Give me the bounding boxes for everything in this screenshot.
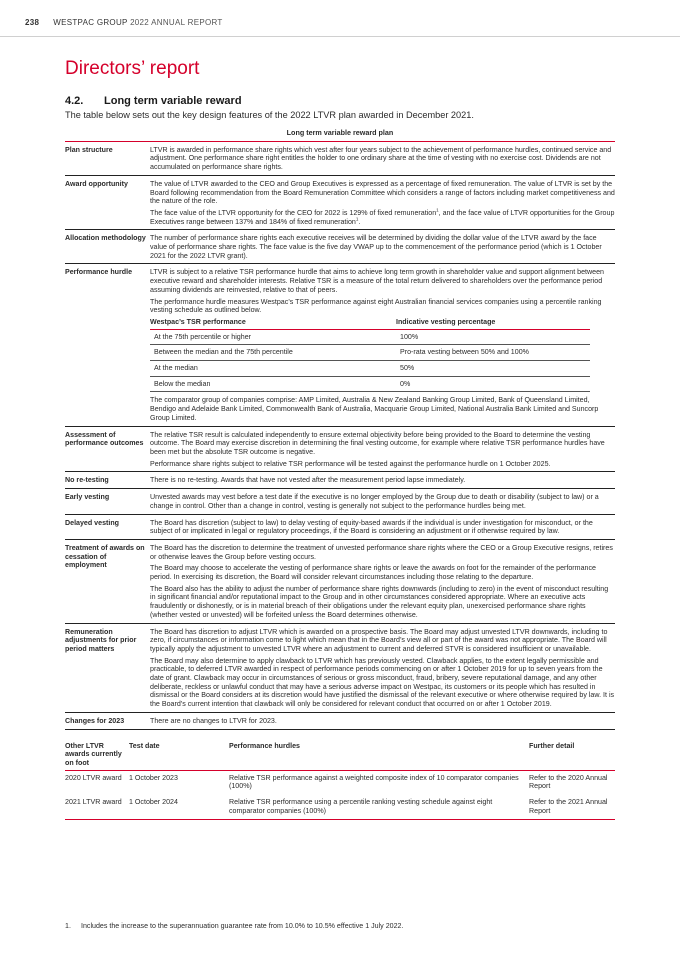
- page-header: [25, 18, 223, 27]
- row-text: The value of LTVR awarded to the CEO and Group Executives is expressed as a percentage of fixed remuneration. The value of LTVR is set by the Board following recommendation from the Board Remuneration Committee which considers a range of factors including market competitiveness and the nature of the role.: [150, 179, 615, 206]
- row-text: LTVR is awarded in performance share rights which vest after four years subject to the achievement of performance hurdles, continued service and adjustment. One performance share right entitles the holder to one ordinary share at the time of vesting with no exercise cost. Dividends are not accumulated on performance share rights.: [150, 145, 612, 172]
- vesting-row: [150, 345, 590, 361]
- other-awards-header: [65, 742, 615, 771]
- table-row: [65, 624, 615, 713]
- row-text: The Board may also determine to apply clawback to LTVR which has previously vested. Clawback applies, to the extent legally permissible and practicable, to deferred LTVR awarded in respect of performance periods commencing on or after 1 October 2019 for up to seven years from the date of grant. Clawback may occur in circumstances of serious or gross misconduct, fraud, bribery, severe reputational damage, and any other deliberate, reckless or unlawful conduct that may have a serious adverse impact on Westpac, its customers or its people which has resulted in dismissal or the Board considers at its discretion would have justified the dismissal of the relevant executive or where otherwise required by law. It is the Board’s current intention that clawback will only be considered for relevant conduct that occurred on or after 1 October 2019.: [150, 656, 615, 709]
- award-cell: 1 October 2023: [129, 773, 178, 782]
- award-cell: Refer to the 2021 Annual Report: [529, 798, 608, 815]
- award-cell: Relative TSR performance using a percentile ranking vesting schedule against eight comparator companies (100%): [229, 798, 493, 815]
- column-header: Indicative vesting percentage: [396, 317, 496, 326]
- row-text: The relative TSR result is calculated independently to ensure external objectivity before being provided to the Board to determine the vesting outcome. The Board may exercise discretion in determining the final vesting outcome, for example where relative TSR performance hurdles have been met but the absolute TSR outcome is negative.: [150, 430, 605, 456]
- row-text: There are no changes to LTVR for 2023.: [150, 716, 277, 725]
- vesting-row: [150, 330, 590, 346]
- row-label: Remuneration adjustments for prior period matters: [65, 627, 137, 653]
- vesting-row: [150, 361, 590, 377]
- row-text: The performance hurdle measures Westpac’s TSR performance against eight Australian financial services companies using a percentile ranking vesting schedule as outlined below.: [150, 297, 602, 315]
- row-label: Changes for 2023: [65, 716, 125, 725]
- row-text: The Board has discretion (subject to law) to delay vesting of equity-based awards if the individual is under investigation for misconduct, or the subject of or implicated in legal or regulatory proceedings, if the Board is considering an adjustment or if otherwise required by law.: [150, 518, 593, 536]
- vesting-cell: 0%: [400, 379, 411, 388]
- footnote-ref: 1: [436, 207, 439, 213]
- row-label: Allocation methodology: [65, 234, 146, 243]
- row-label: Award opportunity: [65, 179, 128, 188]
- vesting-cell: Below the median: [154, 379, 211, 388]
- header-divider: [0, 36, 680, 37]
- column-header: Other LTVR awards currently on foot: [65, 741, 122, 767]
- column-header: Further detail: [529, 741, 575, 750]
- vesting-cell: At the 75th percentile or higher: [154, 332, 252, 341]
- table-row: [65, 472, 615, 489]
- column-header: Test date: [129, 741, 160, 750]
- vesting-cell: 100%: [400, 332, 419, 341]
- row-text: Unvested awards may vest before a test date if the executive is no longer employed by the Group due to death or disability (subject to law) or a change in control. Other than a change in control, vesting is generally not subject to the performance hurdles being met.: [150, 493, 599, 510]
- table-row: [65, 264, 615, 426]
- row-text: The comparator group of companies comprise: AMP Limited, Australia & New Zealand Banking Group Limited, Bank of Queensland Limited, Bendigo and Adelaide Bank Limited, Commonwealth Bank of Australia, Macquarie Group Limited, National Australia Bank Limited and Suncorp Group Limited.: [150, 396, 599, 422]
- row-label: No re-testing: [65, 476, 109, 485]
- row-label: Treatment of awards on cessation of employment: [65, 543, 145, 570]
- report-name: 2022 ANNUAL REPORT: [130, 18, 223, 27]
- table-row: [65, 142, 615, 176]
- row-text: Performance share rights subject to relative TSR performance will be tested against the performance hurdle on 1 October 2025.: [150, 459, 551, 468]
- footnote-number: 1.: [65, 922, 71, 930]
- vesting-table-header: [150, 318, 590, 330]
- page-number: 238: [25, 18, 40, 27]
- row-text: LTVR is subject to a relative TSR performance hurdle that aims to achieve long term growth in shareholder value and support alignment between executive reward and shareholder interests. Relative TSR is a measure of the total return delivered to shareholders over the performance period assuming dividends are reinvested, relative to that of peers.: [150, 268, 604, 294]
- row-text: The number of performance share rights each executive receives will be determined by dividing the dollar value of the LTVR award by the face value of performance share rights. The face value is the five day VWAP up to the commencement of the performance period (which is 1 October 2021 for the 2022 LTVR grant).: [150, 234, 602, 260]
- other-awards-table: [65, 742, 615, 821]
- other-awards-row: [65, 771, 615, 795]
- vesting-cell: Between the median and the 75th percentile: [154, 348, 293, 357]
- ltvr-plan-table: [65, 129, 615, 820]
- section-number: 4.2.: [65, 95, 84, 107]
- page-title: Directors’ report: [65, 58, 200, 79]
- table-row: [65, 230, 615, 264]
- vesting-cell: Pro-rata vesting between 50% and 100%: [400, 348, 529, 357]
- row-label: Early vesting: [65, 493, 110, 502]
- row-label: Performance hurdle: [65, 268, 133, 277]
- award-cell: Relative TSR performance against a weighted composite index of 10 comparator companies (100%): [229, 773, 519, 791]
- table-row: [65, 427, 615, 473]
- award-cell: Refer to the 2020 Annual Report: [529, 773, 608, 791]
- table-row: [65, 713, 615, 730]
- table-row: [65, 515, 615, 540]
- section-intro: The table below sets out the key design features of the 2022 LTVR plan awarded in December 2021.: [65, 110, 474, 120]
- row-text: The face value of the LTVR opportunity for the CEO for 2022 is 129% of fixed remuneration$^1$, and the face value of LTVR opportunities for the Group Executives range between 137% and 184% of fixed remuneration$^1$.: [150, 207, 615, 226]
- vesting-cell: 50%: [400, 364, 415, 373]
- table-row: [65, 540, 615, 624]
- column-header: Westpac’s TSR performance: [150, 317, 246, 326]
- award-cell: 2020 LTVR award: [65, 773, 122, 782]
- row-text: The Board has the discretion to determine the treatment of unvested performance share rights where the CEO or a Group Executive resigns, retires or otherwise leaves the Group before vesting occurs.: [150, 543, 613, 561]
- table-caption: Long term variable reward plan: [65, 129, 615, 142]
- row-label: Delayed vesting: [65, 518, 120, 527]
- table-row: [65, 489, 615, 514]
- company-name: WESTPAC GROUP: [53, 18, 128, 27]
- award-cell: 2021 LTVR award: [65, 798, 122, 807]
- column-header: Performance hurdles: [229, 741, 300, 750]
- row-label: Plan structure: [65, 145, 113, 154]
- row-text: There is no re-testing. Awards that have not vested after the measurement period lapse immediately.: [150, 476, 466, 485]
- table-row: [65, 176, 615, 231]
- row-text: The Board also has the ability to adjust the number of performance share rights downwards (including to zero) in the event of misconduct resulting in significant financial and/or reputational impact to the Group and in other circumstances considered appropriate. Where an executive acts fraudulently or dishonestly, or is in material breach of their obligations under the relevant equity plan, unexercised performance share rights (whether vested or unvested) will be forfeited unless the Board determines otherwise.: [150, 584, 609, 619]
- vesting-row: [150, 377, 590, 393]
- other-awards-row: [65, 795, 615, 820]
- vesting-schedule-table: [150, 318, 590, 393]
- vesting-cell: At the median: [154, 364, 198, 373]
- section-heading: [65, 95, 242, 107]
- footnote: [65, 922, 403, 930]
- row-text: The Board has discretion to adjust LTVR which is awarded on a prospective basis. The Board may adjust unvested LTVR downwards, including to zero, if circumstances or information come to light which mean that in the Board’s view all or part of the award was not appropriate. The Board will typically apply the adjustment to unvested LTVR where an adjustment to current and deferred STVR is considered insufficient or unavailable.: [150, 627, 608, 653]
- footnote-text: Includes the increase to the superannuation guarantee rate from 10.0% to 10.5% effective 1 July 2022.: [81, 922, 404, 930]
- row-text: The Board may choose to accelerate the vesting of performance share rights or leave the awards on foot for the remainder of the performance period. In exercising its discretion, the Board will consider relevant circumstances including those relating to the departure.: [150, 564, 596, 582]
- row-label: Assessment of performance outcomes: [65, 430, 144, 448]
- footnote-ref: 1: [355, 216, 359, 222]
- section-title: Long term variable reward: [104, 95, 242, 107]
- award-cell: 1 October 2024: [129, 798, 178, 807]
